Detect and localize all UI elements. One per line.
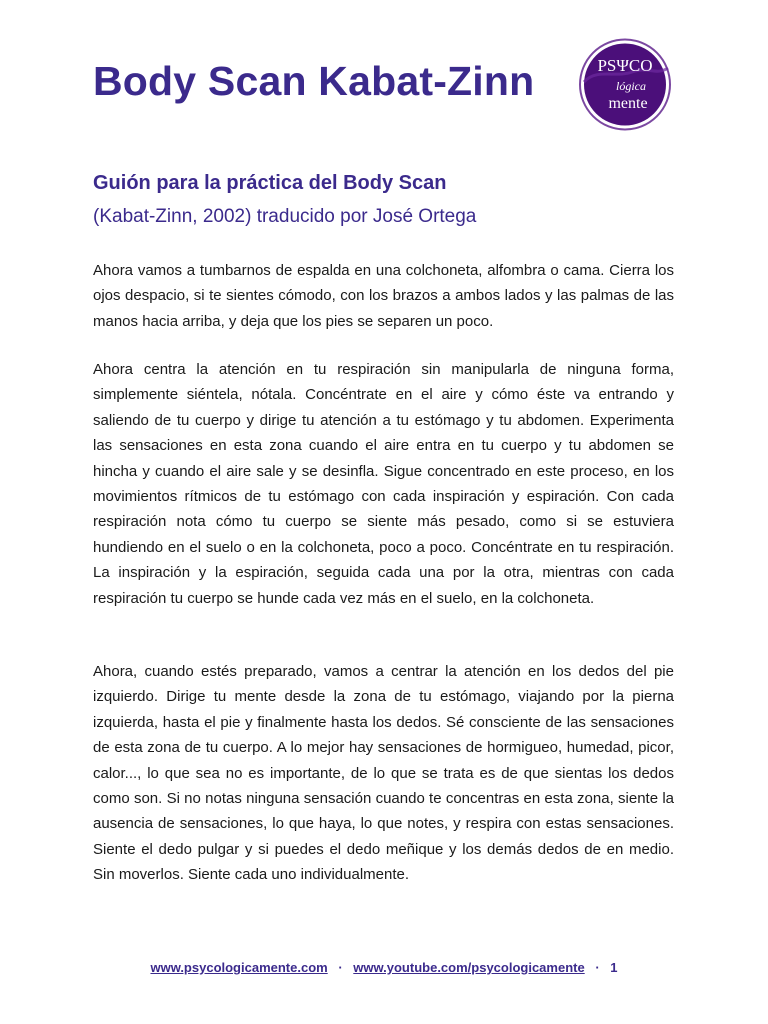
footer-separator: · — [338, 960, 343, 975]
psycologicamente-logo — [576, 38, 674, 131]
citation-line: (Kabat-Zinn, 2002) traducido por José Ortega — [93, 206, 477, 227]
svg-text:PSΨCO: PSΨCO — [597, 56, 653, 75]
logo-graphic — [576, 38, 674, 131]
page-number: 1 — [610, 960, 618, 975]
paragraph-1: Ahora vamos a tumbarnos de espalda en una colchoneta, alfombra o cama. Cierra los ojos despacio, si te sientes cómodo, con los brazos a ambos lados y las palmas de las manos hacia arriba, y deja que los pies se separen un poco. — [93, 262, 674, 330]
svg-text:mente: mente — [608, 95, 648, 112]
website-link[interactable]: www.psycologicamente.com — [150, 960, 328, 975]
page-footer — [0, 960, 768, 975]
svg-text:lógica: lógica — [616, 79, 646, 93]
footer-separator: · — [595, 960, 600, 975]
document-title: Body Scan Kabat-Zinn — [93, 58, 535, 104]
paragraph-3: Ahora, cuando estés preparado, vamos a centrar la atención en los dedos del pie izquierdo. Dirige tu mente desde la zona de tu estómago, viajando por la pierna izquierda, hasta el pie y finalmente hasta los dedos. Sé consciente de las sensaciones de esta zona de tu cuerpo. A lo mejor hay sensaciones de hormigueo, humedad, picor, calor..., lo que sea no es importante, de lo que se trata es de que sientas los dedos como son. Si no notas ninguna sensación cuando te concentras en esta zona, siente la ausencia de sensaciones, lo que haya, lo que notes, y respira con estas sensaciones. Siente el dedo pulgar y si puedes el dedo meñique y los demás dedos de en medio. Sin moverlos. Siente cada uno individualmente. — [93, 663, 674, 884]
paragraph-2: Ahora centra la atención en tu respiración sin manipularla de ninguna forma, simplemente siéntela, nótala. Concéntrate en el aire y cómo éste va entrando y saliendo de tu cuerpo y dirige tu atención a tu estómago y tu abdomen. Experimenta las sensaciones en esta zona cuando el aire entra en tu cuerpo y tu abdomen se hincha y cuando el aire sale y se desinfla. Sigue concentrado en este proceso, en los movimientos rítmicos de tu estómago con cada inspiración y espiración. Con cada respiración nota cómo tu cuerpo se siente más pesado, como si se estuviera hundiendo en el suelo o en la colchoneta, poco a poco. Concéntrate en tu respiración. La inspiración y la espiración, seguida cada una por la otra, mientras con cada respiración tu cuerpo se hunde cada vez más en el suelo, en la colchoneta. — [93, 361, 674, 607]
youtube-link[interactable]: www.youtube.com/psycologicamente — [353, 960, 585, 975]
section-subtitle: Guión para la práctica del Body Scan — [93, 172, 447, 194]
